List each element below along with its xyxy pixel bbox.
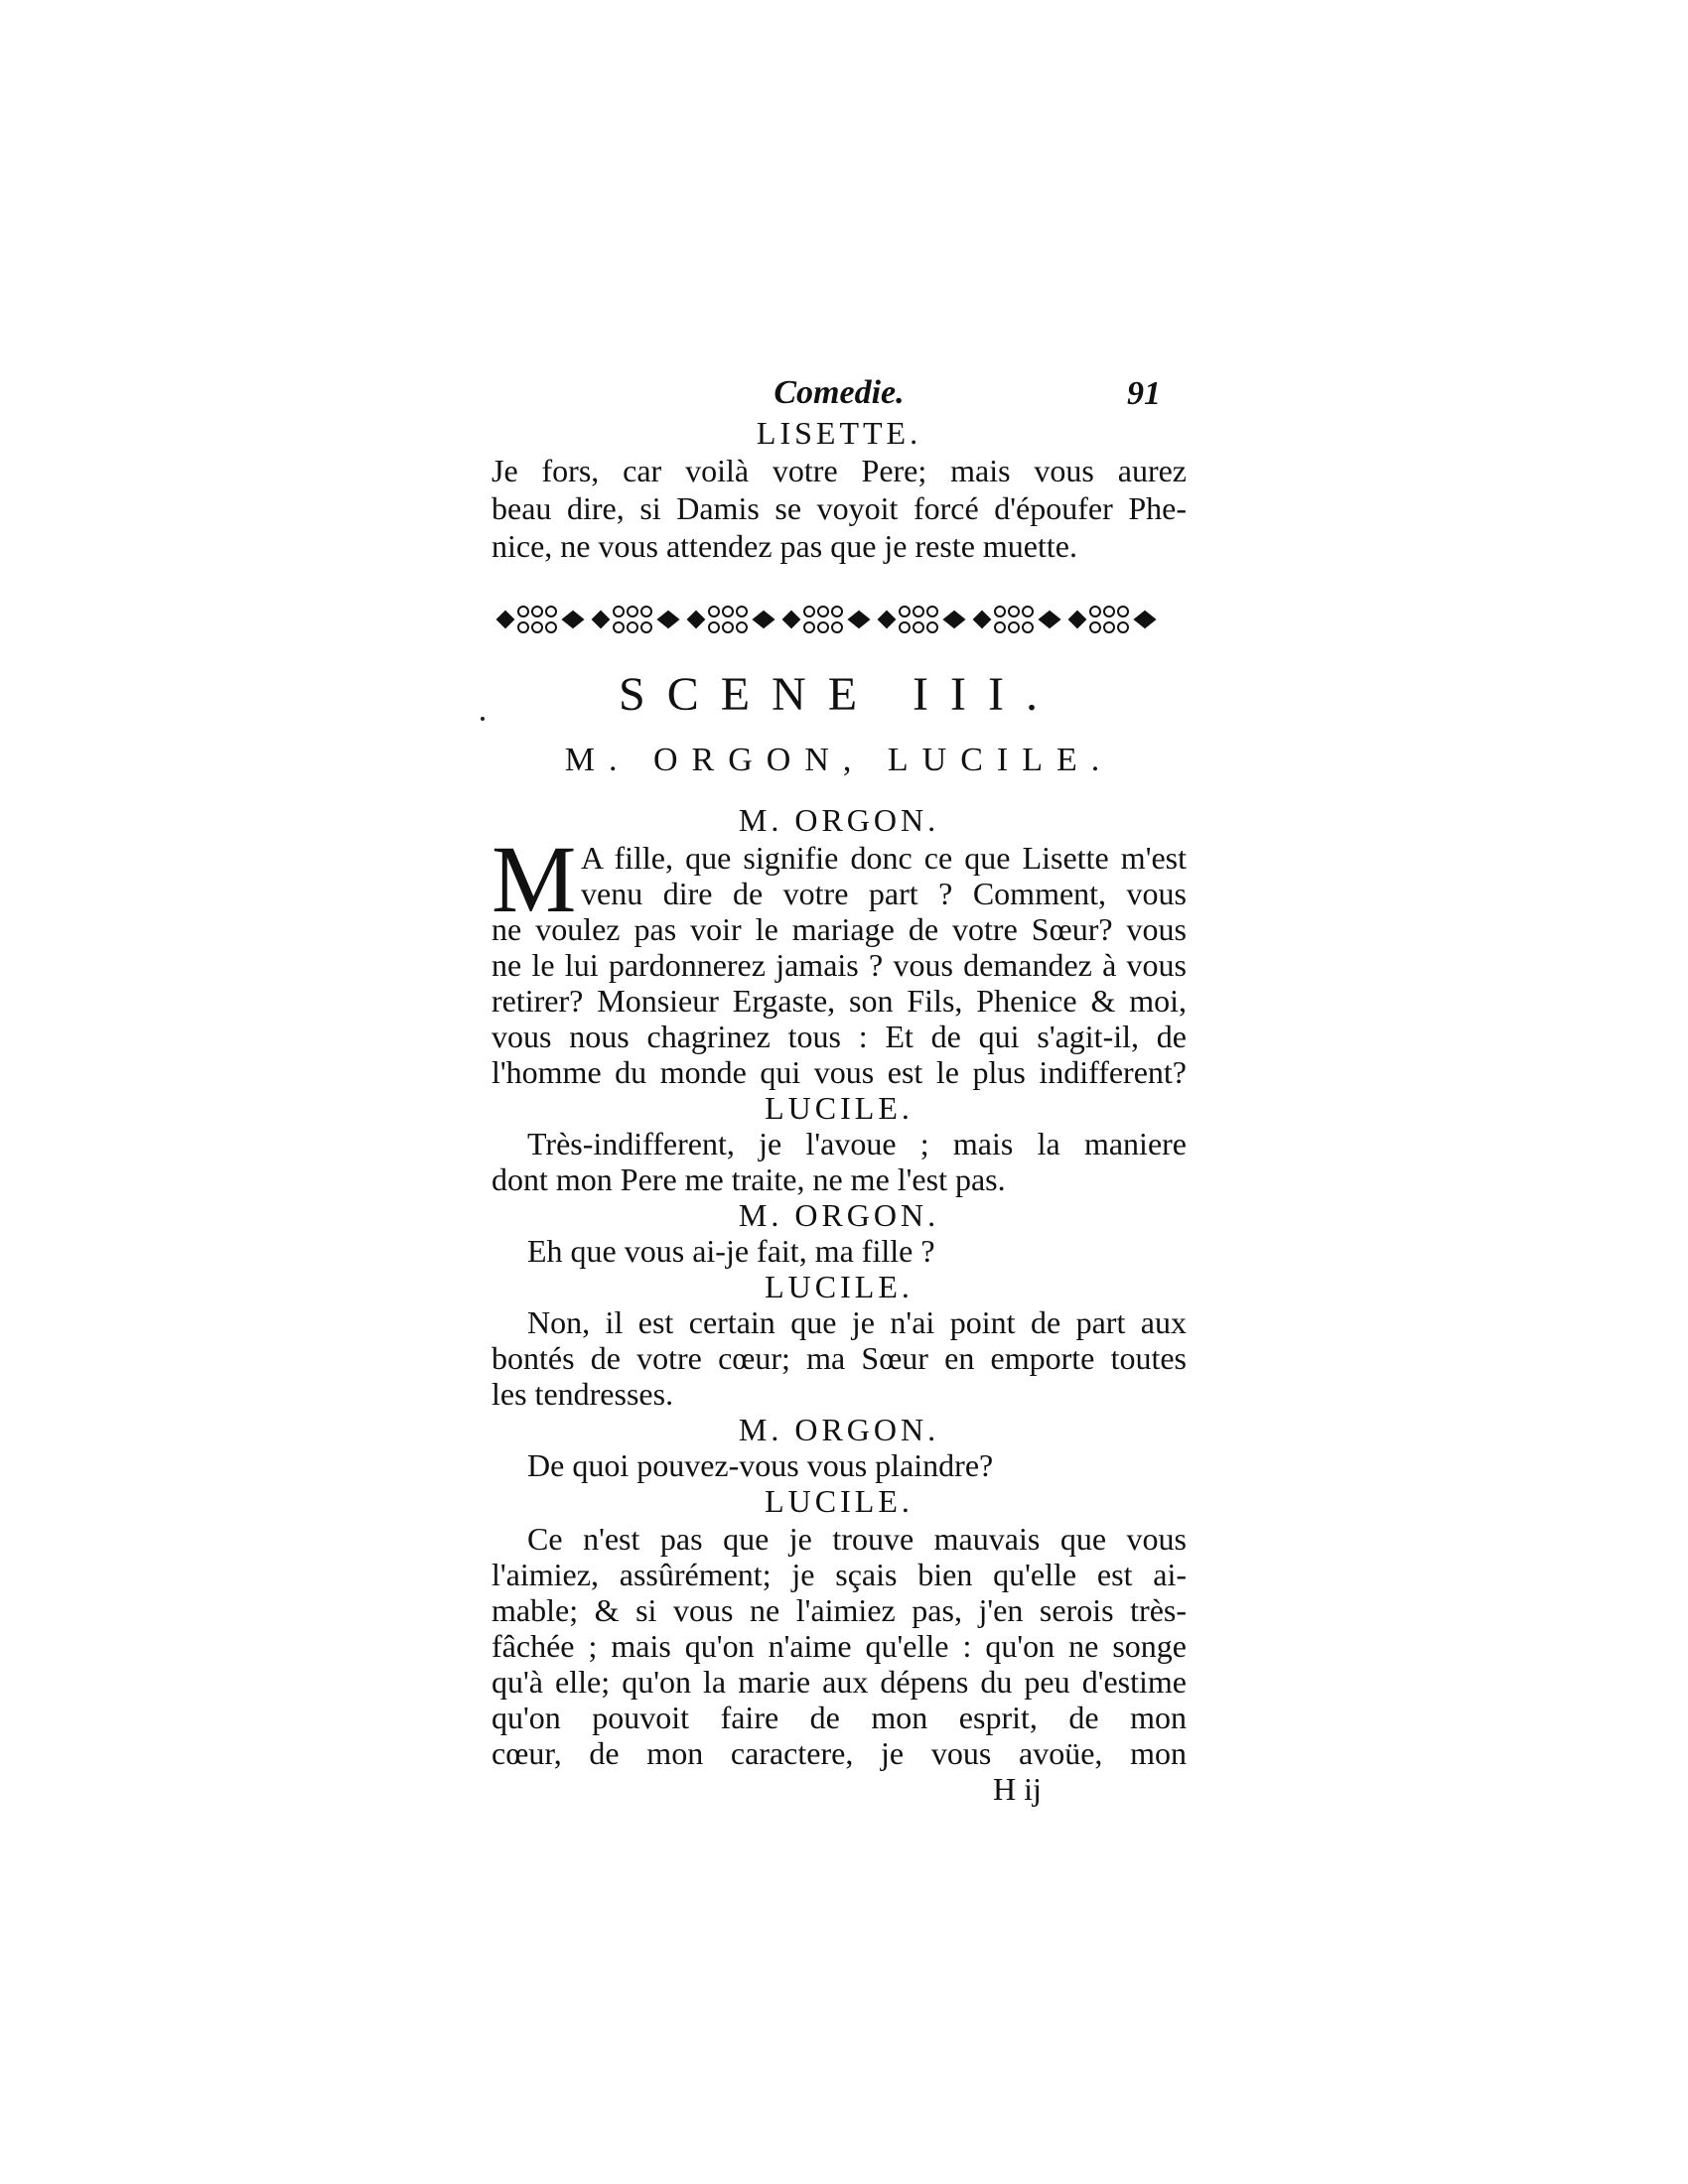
ornament-border — [492, 600, 1187, 639]
text-line: l'aimiez, assûrément; je sçais bien qu'elle est ai- — [492, 1557, 1187, 1592]
drop-cap: M — [492, 826, 577, 932]
text-line: Très-indifferent, je l'avoue ; mais la maniere — [527, 1126, 1187, 1161]
text-line: nice, ne vous attendez pas que je reste muette. — [492, 528, 1077, 564]
scene-characters: M. ORGON, LUCILE. — [564, 742, 1114, 778]
text-line: retirer? Monsieur Ergaste, son Fils, Phenice & moi, — [492, 983, 1187, 1019]
running-title: Comedie. — [774, 374, 905, 411]
text-line: les tendresses. — [492, 1376, 674, 1412]
text-line: qu'à elle; qu'on la marie aux dépens du peu d'estime — [492, 1664, 1187, 1700]
speaker-lisette: LISETTE. — [756, 415, 922, 451]
page-number: 91 — [1127, 375, 1161, 412]
ink-speck — [481, 717, 485, 721]
text-line: mable; & si vous ne l'aimiez pas, j'en serois très- — [492, 1592, 1187, 1628]
text-line: fâchée ; mais qu'on n'aime qu'elle : qu'on ne songe — [492, 1628, 1187, 1664]
speaker-orgon: M. ORGON. — [738, 802, 940, 838]
scene-title: SCENE III. — [619, 668, 1059, 721]
text-line: ne voulez pas voir le mariage de votre Sœur? vous — [492, 911, 1187, 947]
text-line: qu'on pouvoit faire de mon esprit, de mon — [492, 1700, 1187, 1735]
text-line: A fille, que signifie donc ce que Lisette m'est — [581, 840, 1187, 876]
text-line: vous nous chagrinez tous : Et de qui s'agit-il, de — [492, 1019, 1187, 1054]
text-line: beau dire, si Damis se voyoit forcé d'époufer Phe- — [492, 490, 1187, 526]
text-line: dont mon Pere me traite, ne me l'est pas. — [492, 1161, 1006, 1197]
speaker-lucile: LUCILE. — [765, 1090, 914, 1126]
text-line: Eh que vous ai-je fait, ma fille ? — [527, 1233, 935, 1269]
text-line: cœur, de mon caractere, je vous avoüe, mon — [492, 1735, 1187, 1771]
speaker-lucile: LUCILE. — [765, 1269, 914, 1304]
speaker-orgon: M. ORGON. — [738, 1412, 940, 1447]
text-line: l'homme du monde qui vous est le plus indifferent? — [492, 1054, 1187, 1090]
signature-mark: H ij — [993, 1771, 1042, 1807]
text-line: Je fors, car voilà votre Pere; mais vous aurez — [492, 453, 1187, 488]
text-line: bontés de votre cœur; ma Sœur en emporte toutes — [492, 1340, 1187, 1376]
text-line: ne le lui pardonnerez jamais ? vous demandez à vous — [492, 947, 1187, 983]
text-line: De quoi pouvez-vous vous plaindre? — [527, 1447, 994, 1483]
speaker-orgon: M. ORGON. — [738, 1197, 940, 1233]
text-line: Ce n'est pas que je trouve mauvais que vous — [527, 1521, 1187, 1557]
text-line: venu dire de votre part ? Comment, vous — [581, 876, 1187, 911]
text-line: Non, il est certain que je n'ai point de part aux — [527, 1304, 1187, 1340]
speaker-lucile: LUCILE. — [765, 1483, 914, 1519]
